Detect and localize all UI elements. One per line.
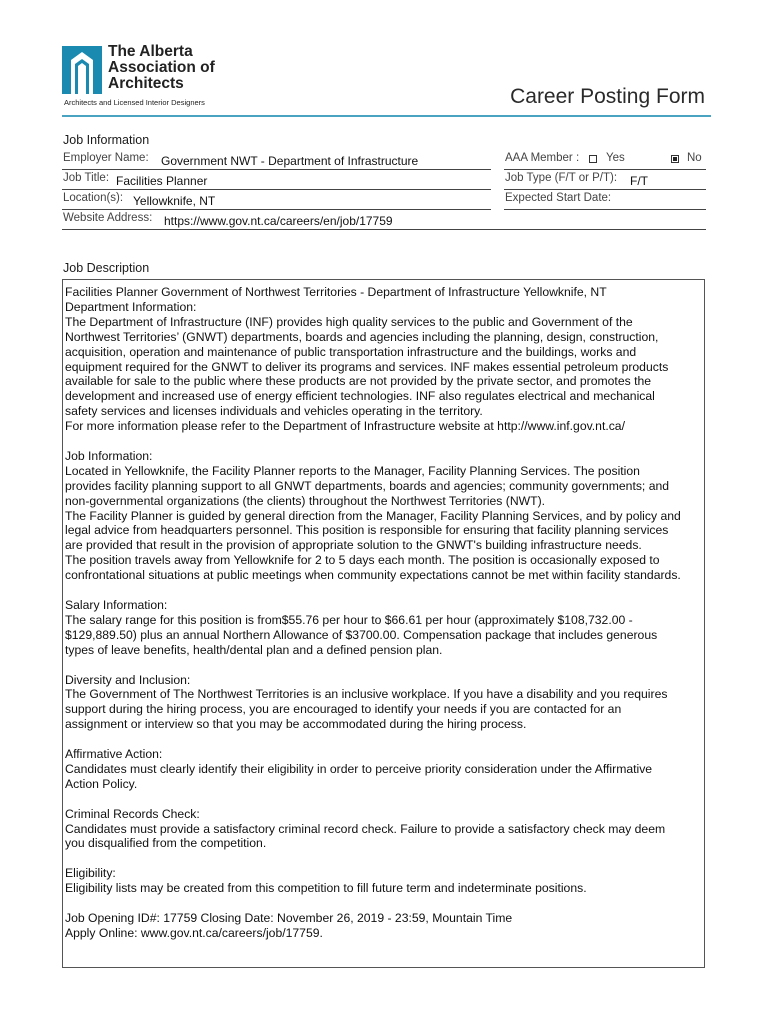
job-description-textarea[interactable] [62, 279, 705, 968]
description-line: Facilities Planner Government of Northwest Territories - Department of Infrastructure Yellowknife, NT [65, 285, 607, 299]
description-line: safety services and licenses individuals and vehicles operating in the territory. [65, 404, 483, 419]
title-divider [62, 115, 711, 117]
description-line: are provided that result in the provision of appropriate solution to the GNWT's building infrastructure needs. [65, 538, 642, 553]
website-label: Website Address: [63, 212, 153, 224]
paragraph-gap [65, 792, 702, 807]
description-line: Candidates must clearly identify their eligibility in order to perceive priority consideration under the Affirmative [65, 761, 653, 776]
description-line: provides facility planning support to all GNWT departments, boards and agencies; community governments; and [65, 478, 670, 493]
description-line: acquisition, operation and maintenance of public transportation infrastructure and the buildings, works and [65, 344, 637, 359]
description-line: Job Information: [65, 448, 153, 463]
aaa-member-no-label: No [687, 152, 702, 164]
org-name-line: Association of [108, 59, 215, 76]
description-line: Action Policy. [65, 776, 138, 791]
paragraph-gap [65, 658, 702, 673]
job-title-label: Job Title: [63, 172, 110, 184]
description-line: Apply Online: www.gov.nt.ca/careers/job/17759. [65, 925, 323, 940]
org-tagline: Architects and Licensed Interior Designers [64, 98, 205, 107]
aaa-member-label: AAA Member : [505, 152, 580, 164]
description-line: The Facility Planner is guided by general direction from the Manager, Facility Planning Services, and by policy and [65, 508, 681, 523]
org-name-line: The Alberta [108, 43, 193, 60]
description-line: The salary range for this position is from$55.76 per hour to $66.61 per hour (approximately $108,732.00 - [65, 612, 633, 627]
form-title: Career Posting Form [510, 85, 705, 108]
aaa-member-yes-label: Yes [606, 152, 625, 164]
paragraph-gap [65, 851, 702, 866]
description-line: Eligibility: [65, 866, 116, 881]
description-line: Eligibility lists may be created from this competition to fill future term and indeterminate positions. [65, 881, 587, 896]
aaa-member-field [504, 150, 706, 170]
location-label: Location(s): [63, 192, 124, 204]
description-line: For more information please refer to the Department of Infrastructure website at http://www.inf.gov.nt.ca/ [65, 419, 625, 434]
website-value: https://www.gov.nt.ca/careers/en/job/17759 [164, 214, 393, 228]
org-name [108, 44, 308, 92]
paragraph-gap [65, 896, 702, 911]
job-title-value: Facilities Planner [116, 174, 208, 188]
description-line: Diversity and Inclusion: [65, 672, 191, 687]
description-line: support during the hiring process, you are encouraged to identify your needs if you are contacted for an [65, 702, 622, 717]
paragraph-gap [65, 434, 702, 449]
aaa-member-yes-checkbox[interactable] [589, 155, 597, 163]
job-description-heading: Job Description [63, 261, 150, 275]
job-information-heading: Job Information [63, 133, 150, 147]
employer-name-value: Government NWT - Department of Infrastructure [161, 154, 419, 168]
description-line: Candidates must provide a satisfactory criminal record check. Failure to provide a satisfactory check may deem [65, 821, 666, 836]
description-line: you disqualified from the competition. [65, 836, 267, 851]
employer-name-label: Employer Name: [63, 152, 149, 164]
employer-name-field[interactable] [62, 150, 491, 170]
description-line: confrontational situations at public meetings when community expectations cannot be met within facility standards. [65, 568, 681, 583]
description-line: $129,889.50) plus an annual Northern Allowance of $3700.00. Compensation package that includes generous [65, 627, 658, 642]
paragraph-gap [65, 583, 702, 598]
description-line: Criminal Records Check: [65, 806, 200, 821]
job-type-label: Job Type (F/T or P/T): [505, 172, 618, 184]
description-line: Department Information: [65, 299, 197, 314]
description-line: development and increased use of energy efficient technologies. INF also regulates electrical and mechanical [65, 389, 655, 404]
job-type-value: F/T [630, 174, 648, 188]
description-line: Northwest Territories’ (GNWT) departments, boards and agencies including the planning, design, construction, [65, 329, 659, 344]
description-line: The Government of The Northwest Territories is an inclusive workplace. If you have a disability and you requires [65, 687, 668, 702]
location-field[interactable] [62, 190, 491, 210]
start-date-field[interactable] [504, 190, 706, 210]
description-line: Salary Information: [65, 598, 168, 612]
description-line: Located in Yellowknife, the Facility Planner reports to the Manager, Facility Planning Services. The position [65, 463, 640, 478]
website-field[interactable] [62, 210, 706, 230]
paragraph-gap [65, 732, 702, 747]
job-title-field[interactable] [62, 170, 491, 190]
start-date-label: Expected Start Date: [505, 192, 612, 204]
description-line: legal advice from headquarters personnel. This position is responsible for ensuring that facility planning services [65, 523, 669, 538]
description-line: equipment required for the GNWT to deliver its programs and services. INF makes essential petroleum products [65, 359, 669, 374]
description-line: Affirmative Action: [65, 747, 163, 762]
aaa-member-no-checkbox[interactable] [671, 155, 679, 163]
job-type-field[interactable] [504, 170, 706, 190]
aaa-logo-icon [62, 46, 102, 94]
description-line: non-governmental organizations (the clients) throughout the Northwest Territories (NWT). [65, 493, 546, 508]
description-line: Job Opening ID#: 17759 Closing Date: November 26, 2019 - 23:59, Mountain Time [65, 910, 513, 925]
description-line: assignment or interview so that you may be accommodated during the hiring process. [65, 717, 527, 732]
org-name-line: Architects [108, 75, 184, 92]
description-line: The Department of Infrastructure (INF) provides high quality services to the public and Government of the [65, 314, 633, 329]
description-line: The position travels away from Yellowknife for 2 to 5 days each month. The position is occasionally exposed to [65, 553, 660, 568]
description-line: available for sale to the public where these products are not provided by the private sector, and promotes the [65, 374, 652, 389]
location-value: Yellowknife, NT [133, 194, 216, 208]
description-line: types of leave benefits, health/dental plan and a defined pension plan. [65, 642, 443, 657]
